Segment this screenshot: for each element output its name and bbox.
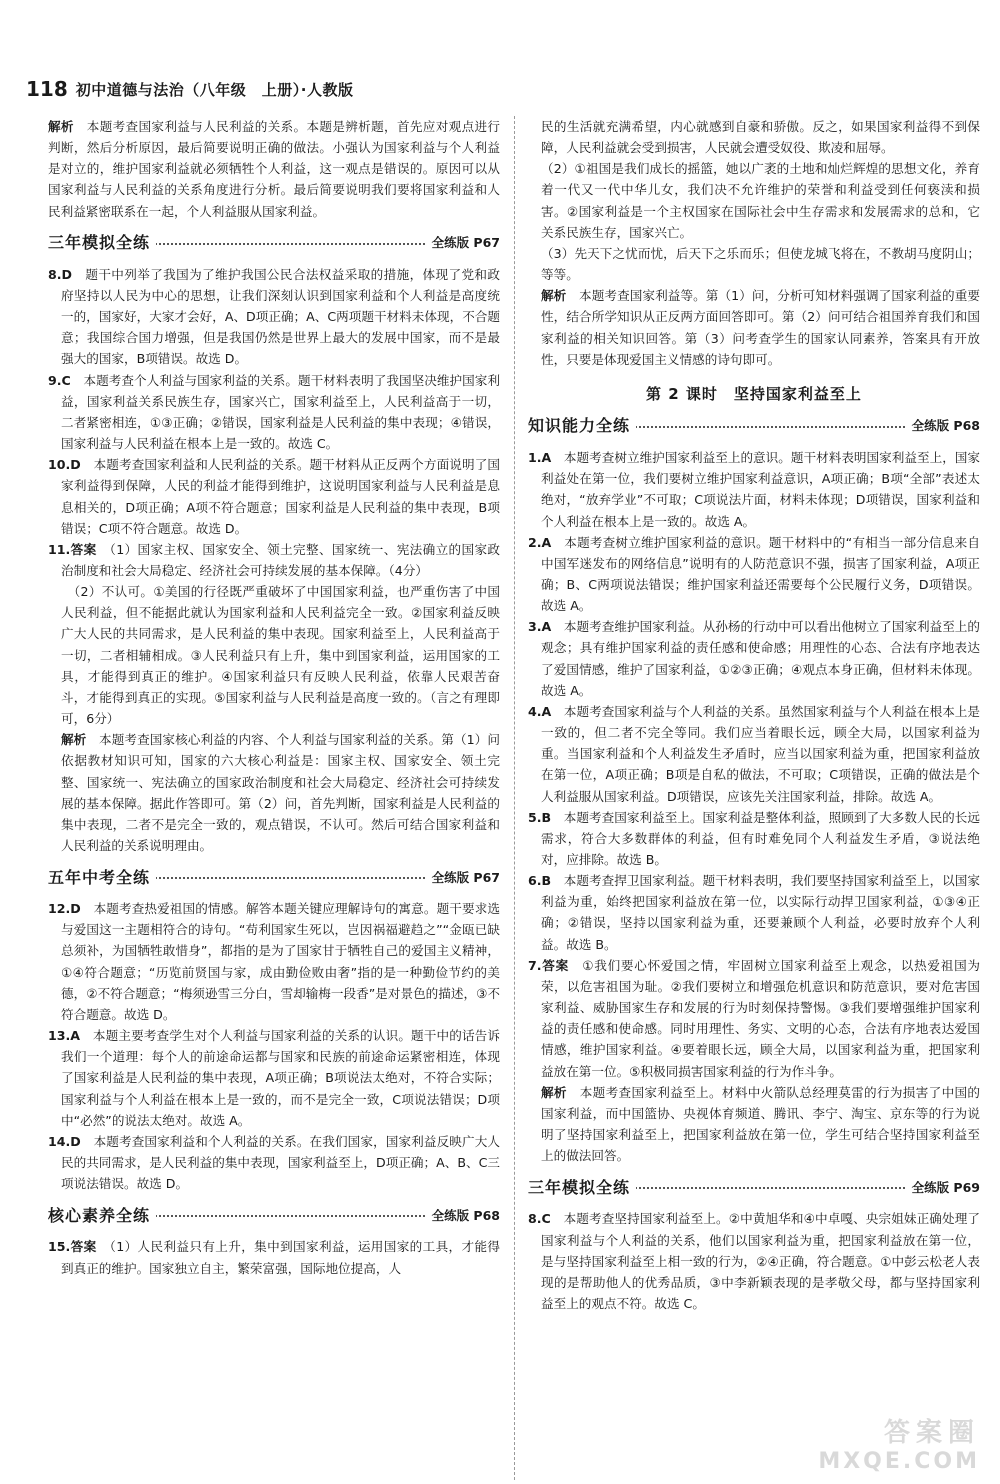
answer-text-block: 民的生活就充满希望，内心就感到自豪和骄傲。反之，如果国家利益得不到保障，人民利益就会受到损害，人民就会遭受奴役、欺凌和屈辱。: [541, 119, 980, 156]
section-title: 知识能力全练: [528, 415, 636, 436]
answer-item: [48, 898, 500, 1025]
analysis-tag: 解析: [61, 732, 87, 748]
lesson-title: 第 2 课时 坚持国家利益至上: [646, 384, 862, 403]
answer-text: 本题考查树立维护国家利益的意识。题干材料中的“有相当一部分信息来自中国军迷发布的网络信息”说明有的人防范意识不强，损害了国家利益，A项正确；B、C两项说法错误；维护国家利益还需要每个公民履行义务，D项错误。故选 A。: [541, 534, 980, 614]
answer-text: 本题考查坚持国家利益至上。②中黄旭华和④中卓嘎、央宗姐妹正确处理了国家利益与个人利益的关系，他们以国家利益为重，把国家利益放在第一位，是与坚持国家利益至上相一致的行为，②④正确，符合题意。①中彭云松老人表现的是帮助他人的优秀品质，③中李新颖表现的是孝敬父母，都与坚持国家利益至上的观点不符。故选 C。: [541, 1211, 980, 1311]
section-title: 核心素养全练: [48, 1205, 156, 1226]
analysis-paragraph: [48, 729, 500, 856]
answer-text: ①我们要心怀爱国之情，牢固树立国家利益至上观念，以热爱祖国为荣，以危害祖国为耻。②我们要树立和增强危机意识和防范意识，要对危害国家利益、威胁国家生存和发展的行为时刻保持警惕。③我们要增强维护国家利益的责任感和使命感。同时用理性、务实、文明的心态，合法有序地表达爱国情感，维护国家利益。④要着眼长远，顾全大局，以国家利益为重，把国家利益放在第一位。⑤积极同损害国家利益的行为作斗争。: [541, 957, 980, 1079]
answer-text-block: （2）不认可。①美国的行径既严重破坏了中国国家利益，也严重伤害了中国人民利益，但不能据此就认为国家利益和人民利益完全一致。②国家利益反映广大人民的共同需求，是人民利益的集中表现。国家利益至上，人民利益高于一切，二者相辅相成。③人民利益只有上升，集中到国家利益，运用国家的工具，才能得到真正的维护。④国家利益只有反映人民利益，依靠人民艰苦奋斗，才能得到真正的实现。⑤国家利益与人民利益是高度一致的。（言之有理即可，6分）: [61, 584, 500, 727]
section-ref: 全练版 P69: [906, 1177, 980, 1198]
answer-number: 1.A: [528, 450, 552, 466]
answer-text: 本题考查捍卫国家利益。题干材料表明，我们要坚持国家利益至上，以国家利益为重，始终把国家利益放在第一位，以实际行动捍卫国家利益，①③④正确；②错误，坚持以国家利益为重，还要兼顾个人利益，必要时放弃个人利益。故选 B。: [541, 873, 980, 952]
answer-number: 7.答案: [528, 957, 569, 973]
page-header: [26, 74, 353, 104]
answer-text: 本题考查热爱祖国的情感。解答本题关键应理解诗句的寓意。题干要求选与爱国这一主题相符合的诗句。“苟利国家生死以，岂因祸福避趋之”“金瓯已缺总须补，为国牺牲敢惜身”，都指的是为了国家甘于牺牲自己的爱国主义精神，①④符合题意；“历览前贤国与家，成由勤俭败由奢”指的是一种勤俭节约的美德，②不符合题意；“梅须逊雪三分白，雪却输梅一段香”是对景色的描述，③不符合题意。故选 D。: [61, 901, 500, 1022]
answer-text: 本题考查维护国家利益。从孙杨的行动中可以看出他树立了国家利益至上的观念；具有维护国家利益的责任感和使命感；用理性的心态、合法有序地表达了爱国情感，维护了国家利益，①②③正确；④观点本身正确，但材料未体现。故选 A。: [541, 619, 980, 698]
answer-text: 本题考查国家利益与个人利益的关系。虽然国家利益与个人利益在根本上是一致的，但二者不完全等同。我们应当着眼长远，顾全大局，以国家利益为重。当国家利益和个人利益发生矛盾时，应当以国家利益为重，把国家利益放在第一位，A项正确；B项是自私的做法，不可取；C项错误，正确的做法是个人利益服从国家利益。D项错误，应该先关注国家利益，排除。故选 A。: [541, 703, 980, 804]
answer-item: [48, 264, 500, 370]
section-header: [48, 862, 500, 892]
answer-number: 3.A: [528, 619, 552, 635]
answer-text: 本题考查树立维护国家利益至上的意识。题干材料表明国家利益至上，国家利益处在第一位，我们要树立维护国家利益意识，A项正确；B项“全部”表述太绝对，“放弃学业”不可取；C项说法片面，材料未体现；D项错误，国家利益和个人利益在根本上是一致的。故选 A。: [541, 450, 980, 529]
answer-number: 5.B: [528, 809, 552, 825]
column-divider: [514, 116, 515, 1480]
answer-text-block: （2）①祖国是我们成长的摇篮，她以广袤的土地和灿烂辉煌的思想文化，养育着一代又一代中华儿女，我们决不允许维护的荣誉和利益受到任何亵渎和损害。②国家利益是一个主权国家在国际社会中生存需求和发展需求的总和，它关系民族生存，国家兴亡。: [541, 161, 980, 240]
answer-number: 9.C: [48, 372, 71, 388]
section-header: [528, 411, 980, 441]
analysis-text: 本题考查国家利益等。第（1）问，分析可知材料强调了国家利益的重要性，结合所学知识从正反两方面回答即可。第（2）问可结合祖国养育我们和国家利益的相关知识回答。第（3）问考查学生的国家认同素养，答案具有开放性，只要是体现爱国主义情感的诗句即可。: [541, 288, 981, 367]
right-column: [528, 116, 980, 1314]
section-ref: 全练版 P68: [906, 415, 980, 436]
answer-number: 15.答案: [48, 1239, 97, 1255]
answer-number: 10.D: [48, 457, 81, 473]
answer-number: 13.A: [48, 1028, 81, 1044]
section-title: 三年模拟全练: [48, 232, 156, 253]
analysis-text: 本题考查国家利益至上。材料中火箭队总经理莫雷的行为损害了中国的国家利益，而中国篮协、央视体育频道、腾讯、李宁、淘宝、京东等的行为说明了坚持国家利益至上，把国家利益放在第一位，学生可结合坚持国家利益至上的做法回答。: [541, 1084, 981, 1164]
answer-text: 本题主要考查学生对个人利益与国家利益的关系的认识。题干中的话告诉我们一个道理：每个人的前途命运都与国家和民族的前途命运紧密相连，体现了国家利益是人民利益的集中表现，A项正确；B项说法太绝对，不符合实际；国家利益与个人利益在根本上是一致的，而不是完全一致，C项说法错误；D项中“必然”的说法太绝对。故选 A。: [61, 1028, 500, 1128]
answer-item: [528, 1208, 980, 1314]
answer-text: （1）国家主权、国家安全、领土完整、国家统一、宪法确立的国家政治制度和社会大局稳定、经济社会可持续发展的基本保障。（4分）: [61, 541, 500, 578]
answer-item: [48, 1131, 500, 1194]
analysis-tag: 解析: [48, 119, 74, 134]
answer-item: [528, 616, 980, 701]
analysis-paragraph: [528, 285, 980, 370]
left-column: [48, 116, 500, 1279]
answer-number: 4.A: [528, 703, 552, 719]
page-number: 118: [26, 77, 68, 101]
answer-text: 本题考查个人利益与国家利益的关系。题干材料表明了我国坚决维护国家利益，国家利益关系民族生存，国家兴亡，国家利益至上，人民利益高于一切，二者紧密相连，①③正确；②错误，国家利益是人民利益的集中表现；④错误，国家利益与人民利益在根本上是一致的。故选 C。: [61, 372, 500, 452]
answer-number: 8.D: [48, 266, 73, 282]
section-header: [48, 1200, 500, 1230]
answer-number: 8.C: [528, 1211, 551, 1227]
book-title: 初中道德与法治（八年级 上册）·人教版: [75, 80, 354, 99]
answer-item: [528, 870, 980, 955]
answer-number: 6.B: [528, 873, 552, 889]
analysis-paragraph: [528, 1082, 980, 1167]
answer-number: 14.D: [48, 1133, 81, 1149]
analysis-paragraph: [48, 116, 500, 222]
section-title: 三年模拟全练: [528, 1177, 636, 1198]
answer-text: 题干中列举了我国为了维护我国公民合法权益采取的措施，体现了党和政府坚持以人民为中心的思想，让我们深刻认识到国家利益和个人利益是高度统一的，国家好，大家才会好，A、D项正确；A、C两项题干材料未体现，不合题意；我国综合国力增强，但是我国仍然是世界上最大的发展中国家，而不是最强大的国家，B项错误。故选 D。: [61, 266, 500, 367]
section-ref: 全练版 P68: [426, 1205, 500, 1226]
section-title: 五年中考全练: [48, 867, 156, 888]
answer-number: 2.A: [528, 534, 552, 550]
watermark-text: 答案圈: [883, 1418, 980, 1448]
answer-item: [48, 454, 500, 539]
section-ref: 全练版 P67: [426, 232, 500, 253]
answer-text: （1）人民利益只有上升，集中到国家利益，运用国家的工具，才能得到真正的维护。国家独立自主，繁荣富强，国际地位提高，人: [61, 1239, 500, 1276]
answer-item: [528, 447, 980, 532]
analysis-tag: 解析: [541, 1084, 567, 1100]
section-ref: 全练版 P67: [426, 867, 500, 888]
answer-text: 本题考查国家利益和人民利益的关系。题干材料从正反两个方面说明了国家利益得到保障，人民的利益才能得到维护，这说明国家利益与人民利益是息息相关的，D项正确；A项不符合题意；国家利益是人民利益的集中表现，B项错误；C项不符合题意。故选 D。: [61, 457, 500, 536]
answer-number: 12.D: [48, 901, 81, 917]
watermark-url: MXQE.COM: [818, 1449, 980, 1474]
answer-item: [528, 532, 980, 617]
answer-number: 11.答案: [48, 541, 97, 557]
answer-item: [528, 955, 980, 1082]
section-header: [48, 228, 500, 258]
analysis-text: 本题考查国家利益与人民利益的关系。本题是辨析题，首先应对观点进行判断，然后分析原因，最后简要说明正确的做法。小强认为国家利益与个人利益是对立的，维护国家利益就必须牺牲个人利益，这一观点是错误的。原因可以从国家利益与人民利益的关系角度进行分析。最后简要说明我们要将国家利益和人民利益紧密联系在一起，个人利益服从国家利益。: [48, 119, 501, 219]
answer-item: [48, 1236, 500, 1278]
answer-text: 本题考查国家利益至上。国家利益是整体利益，照顾到了大多数人民的长远需求，符合大多数群体的利益，但有时难免同个人利益发生矛盾，③说法绝对，应排除。故选 B。: [541, 809, 980, 867]
answer-item: [48, 370, 500, 455]
answer-item: [528, 807, 980, 870]
answer-text-block: （3）先天下之忧而忧，后天下之乐而乐；但使龙城飞将在，不教胡马度阴山；等等。: [541, 245, 980, 283]
analysis-text: 本题考查国家核心利益的内容、个人利益与国家利益的关系。第（1）问依据教材知识可知，国家的六大核心利益是：国家主权、国家安全、领土完整、国家统一、宪法确立的国家政治制度和社会大局稳定、经济社会可持续发展的基本保障。据此作答即可。第（2）问，首先判断，国家利益是人民利益的集中表现，二者不是完全一致的，观点错误，不认可。然后可结合国家利益和人民利益的关系说明理由。: [61, 732, 501, 853]
section-header: [528, 1172, 980, 1202]
watermark-logo: [790, 1412, 980, 1472]
answer-item: [48, 539, 500, 581]
answer-text: 本题考查国家利益和个人利益的关系。在我们国家，国家利益反映广大人民的共同需求，是人民利益的集中表现，国家利益至上，D项正确；A、B、C三项说法错误。故选 D。: [61, 1133, 500, 1192]
answer-item: [528, 701, 980, 807]
analysis-tag: 解析: [541, 288, 567, 304]
answer-item: [48, 1025, 500, 1131]
